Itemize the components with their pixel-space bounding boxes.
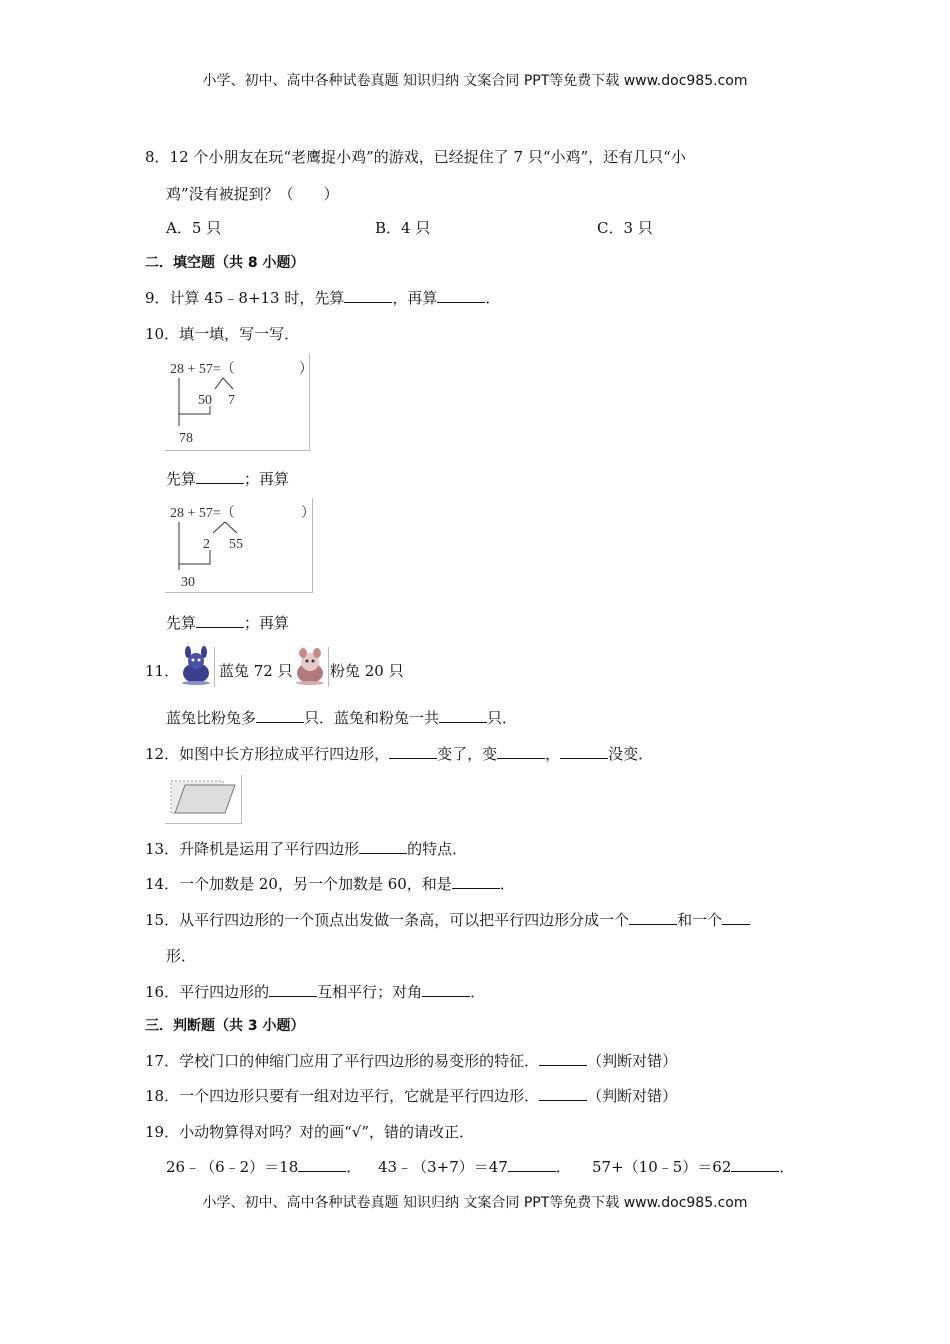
q11-blue-count: 蓝兔 72 只 [219,662,293,680]
q9-text-a: 9．计算 45﹣8+13 时，先算 [145,289,345,307]
q16 [145,982,485,1002]
q18 [145,1086,677,1106]
q8-line2: 鸡”没有被捉到？（ ） [166,185,339,203]
q19-expr-3 [592,1157,794,1177]
page-header: 小学、初中、高中各种试卷真题 知识归纳 文案合同 PPT等免费下载 www.doc985.com [202,73,748,89]
q9-blank-2 [437,288,485,303]
q10-fig2-equation: 28 + 57=（ [170,506,235,521]
q11-l2c: 只． [487,709,518,727]
q17-b: （判断对错） [587,1052,678,1070]
q12-c: ， [545,745,561,763]
q9-text-b: ，再算 [392,289,438,307]
q10-blank-2 [196,613,244,628]
q16-c: ． [470,983,486,1001]
q16-blank-1 [269,982,317,997]
q10-answer-1 [166,469,289,489]
q19-expr-2 [378,1157,571,1177]
q10-figure-2 [165,498,313,593]
q19-dot-3: ． [779,1158,795,1176]
section-fill-blank: 二．填空题（共 8 小题） [145,255,305,271]
q15-blank-2 [722,910,750,925]
q10-fig1-close: ） [299,362,313,377]
q8-option-b: B．4 只 [375,219,431,237]
q17 [145,1051,677,1071]
q10-answer-2 [166,613,289,633]
q18-a: 18．一个四边形只要有一组对边平行，它就是平行四边形． [145,1087,540,1105]
q15-line2: 形． [166,947,197,965]
q12-blank-2 [497,744,545,759]
q12-blank-1 [389,744,437,759]
q11-l2b: 只．蓝兔和粉兔一共 [304,709,440,727]
q10-fig1-n3: 78 [179,431,193,446]
q13-a: 13．升降机是运用了平行四边形 [145,840,360,858]
q12-blank-3 [560,744,608,759]
q12-a: 12．如图中长方形拉成平行四边形， [145,745,390,763]
q19-e1: 26﹣（6﹣2）＝18 [166,1158,299,1176]
q10-ans1-a: 先算 [166,470,197,488]
pink-rabbit-image [292,647,329,687]
q10-ans2-b: ；再算 [244,614,290,632]
q14 [145,874,515,894]
section-true-false: 三．判断题（共 3 小题） [145,1018,305,1034]
q13 [145,839,467,859]
q19-blank-1 [298,1157,346,1172]
q11-pink-count: 粉兔 20 只 [330,662,404,680]
page-footer: 小学、初中、高中各种试卷真题 知识归纳 文案合同 PPT等免费下载 www.doc985.com [202,1195,748,1211]
q10-fig2-n1: 2 [203,537,210,552]
q10-title: 10．填一填，写一写． [145,325,300,343]
q18-blank [539,1086,587,1101]
q16-a: 16．平行四边形的 [145,983,270,1001]
q12-parallelogram-figure [165,775,242,824]
q11-number: 11． [145,662,180,680]
q17-a: 17．学校门口的伸缩门应用了平行四边形的易变形的特征． [145,1052,540,1070]
blue-rabbit-image [178,647,215,687]
q10-fig1-n2: 7 [228,393,235,408]
q19-title: 19．小动物算得对吗？对的画“√”，错的请改正． [145,1123,474,1141]
q10-ans1-b: ；再算 [244,470,290,488]
q14-blank [452,874,500,889]
q18-b: （判断对错） [587,1087,678,1105]
q11-l2a: 蓝兔比粉兔多 [166,709,257,727]
q13-blank [359,839,407,854]
q9-text-c: ． [485,289,501,307]
q10-blank-1 [196,469,244,484]
q17-blank [539,1051,587,1066]
q11-blank-2 [439,708,487,723]
q14-a: 14．一个加数是 20，另一个加数是 60，和是 [145,875,452,893]
q10-fig2-n2: 55 [229,537,243,552]
q10-fig1-equation: 28 + 57=（ [170,362,235,377]
q15-line1 [145,910,750,930]
q19-blank-2 [508,1157,556,1172]
q19-e3: 57+（10﹣5）＝62 [592,1158,732,1176]
q10-fig2-n3: 30 [181,575,195,590]
q16-blank-2 [422,982,470,997]
q10-fig2-close: ） [301,506,315,521]
q12-b: 变了，变 [437,745,498,763]
q19-e2: 43﹣（3+7）＝47 [378,1158,508,1176]
q16-b: 互相平行；对角 [317,983,423,1001]
q10-fig1-n1: 50 [198,393,212,408]
q12 [145,744,653,764]
q19-expr-1 [166,1157,361,1177]
q11-line2 [166,708,517,728]
q9-blank-1 [344,288,392,303]
q15-a: 15．从平行四边形的一个顶点出发做一条高，可以把平行四边形分成一个 [145,911,630,929]
q14-b: ． [499,875,515,893]
q15-blank-1 [629,910,677,925]
q8-option-c: C．3 只 [597,219,653,237]
q10-ans2-a: 先算 [166,614,197,632]
q9 [145,288,500,308]
q19-dot-1: ． [346,1158,362,1176]
q8-option-a: A．5 只 [166,219,222,237]
q15-b: 和一个 [677,911,723,929]
q10-figure-1 [165,354,313,451]
q8-line1: 8．12 个小朋友在玩“老鹰捉小鸡”的游戏，已经捉住了 7 只“小鸡”，还有几只“小 [145,148,686,166]
q12-d: 没变． [608,745,654,763]
q11-blank-1 [256,708,304,723]
q19-dot-2: ． [555,1158,571,1176]
q19-blank-3 [731,1157,779,1172]
q13-b: 的特点． [407,840,468,858]
